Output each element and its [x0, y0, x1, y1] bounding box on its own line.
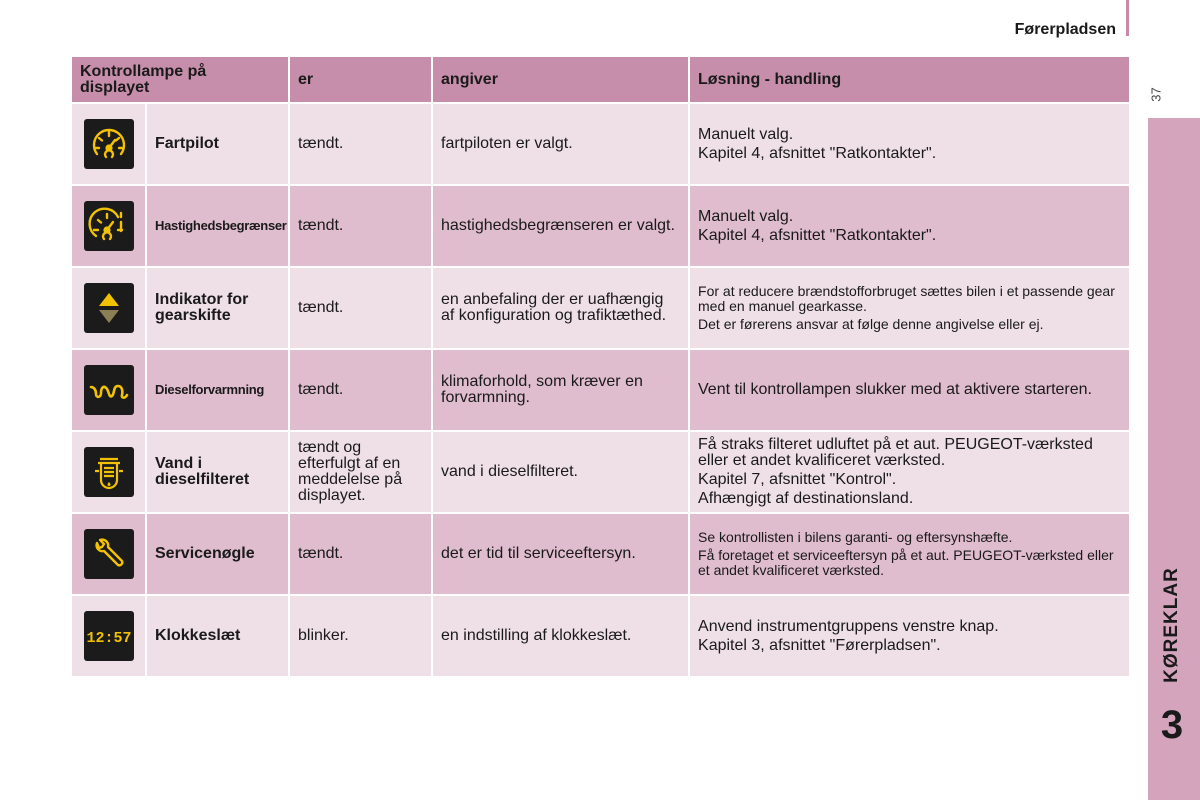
solution-text: For at reducere brændstofforbruget sættes bilen i et passende gear med en manuel gearkasse. [698, 283, 1115, 314]
lamp-name: Indikator for gearskifte [147, 268, 288, 348]
lamp-name: Klokkeslæt [147, 596, 288, 676]
table-row [72, 104, 1129, 184]
speed-limiter-icon [84, 201, 134, 251]
lamp-meaning: vand i dieselfilteret. [433, 432, 688, 512]
lamp-name: Hastighedsbegrænser [147, 186, 288, 266]
solution-text: Kapitel 3, afsnittet "Førerpladsen". [698, 636, 941, 654]
warning-lamp-table [70, 55, 1131, 678]
column-header-solution: Løsning - handling [690, 57, 1129, 102]
chapter-number: 3 [1160, 703, 1184, 747]
lamp-state: tændt. [290, 350, 431, 430]
solution-text: Manuelt valg. [698, 125, 794, 143]
lamp-state: tændt. [290, 268, 431, 348]
lamp-meaning: en indstilling af klokkeslæt. [433, 596, 688, 676]
lamp-state: blinker. [290, 596, 431, 676]
lamp-meaning: en anbefaling der er uafhængig af konfiguration og trafiktæthed. [433, 268, 688, 348]
column-header-lamp: Kontrollampe på displayet [72, 57, 288, 102]
lamp-name: Vand i dieselfilteret [147, 432, 288, 512]
table-row [72, 432, 1129, 512]
gear-shift-indicator-icon [84, 283, 134, 333]
solution-text: Vent til kontrollampen slukker med at aktivere starteren. [698, 381, 1092, 398]
lamp-meaning: hastighedsbegrænseren er valgt. [433, 186, 688, 266]
lamp-solution [690, 268, 1129, 348]
solution-text: Det er førerens ansvar at følge denne angivelse eller ej. [698, 316, 1044, 332]
header-rule [1126, 0, 1129, 36]
lamp-state: tændt og efterfulgt af en meddelelse på displayet. [290, 432, 431, 512]
lamp-solution [690, 104, 1129, 184]
lamp-solution [690, 186, 1129, 266]
column-header-meaning: angiver [433, 57, 688, 102]
lamp-solution [690, 514, 1129, 594]
clock-display-icon [84, 611, 134, 661]
lamp-state: tændt. [290, 104, 431, 184]
solution-text: Få foretaget et serviceeftersyn på et aut. PEUGEOT-værksted eller et andet kvalificeret værksted. [698, 547, 1114, 578]
lamp-meaning: det er tid til serviceeftersyn. [433, 514, 688, 594]
lamp-state: tændt. [290, 514, 431, 594]
lamp-state: tændt. [290, 186, 431, 266]
solution-text: Kapitel 4, afsnittet "Ratkontakter". [698, 226, 937, 244]
solution-text: Få straks filteret udluftet på et aut. PEUGEOT-værksted eller et andet kvalificeret værksted. [698, 436, 1093, 469]
lamp-name: Fartpilot [147, 104, 288, 184]
diesel-preheating-icon [84, 365, 134, 415]
table-row [72, 186, 1129, 266]
section-title: Førerpladsen [1014, 21, 1116, 38]
table-row [72, 268, 1129, 348]
solution-text: Kapitel 7, afsnittet "Kontrol". [698, 471, 897, 488]
lamp-solution [690, 596, 1129, 676]
solution-text: Anvend instrumentgruppens venstre knap. [698, 617, 999, 635]
lamp-name: Servicenøgle [147, 514, 288, 594]
lamp-name: Dieselforvarmning [147, 350, 288, 430]
chapter-label: KØREKLAR [1161, 567, 1183, 683]
solution-text: Se kontrollisten i bilens garanti- og eftersynshæfte. [698, 529, 1013, 545]
cruise-control-icon [84, 119, 134, 169]
table-row [72, 350, 1129, 430]
lamp-solution [690, 432, 1129, 512]
page-number: 37 [1148, 87, 1164, 102]
solution-text: Kapitel 4, afsnittet "Ratkontakter". [698, 144, 937, 162]
lamp-meaning: fartpiloten er valgt. [433, 104, 688, 184]
table-row [72, 514, 1129, 594]
table-header-row [72, 57, 1129, 102]
chapter-side-tab [1148, 118, 1200, 800]
service-wrench-icon [84, 529, 134, 579]
table-row [72, 596, 1129, 676]
clock-digits: 12:57 [85, 630, 132, 647]
water-in-fuel-filter-icon [84, 447, 134, 497]
solution-text: Afhængigt af destinationsland. [698, 490, 914, 507]
lamp-solution [690, 350, 1129, 430]
column-header-state: er [290, 57, 431, 102]
lamp-meaning: klimaforhold, som kræver en forvarmning. [433, 350, 688, 430]
solution-text: Manuelt valg. [698, 207, 794, 225]
